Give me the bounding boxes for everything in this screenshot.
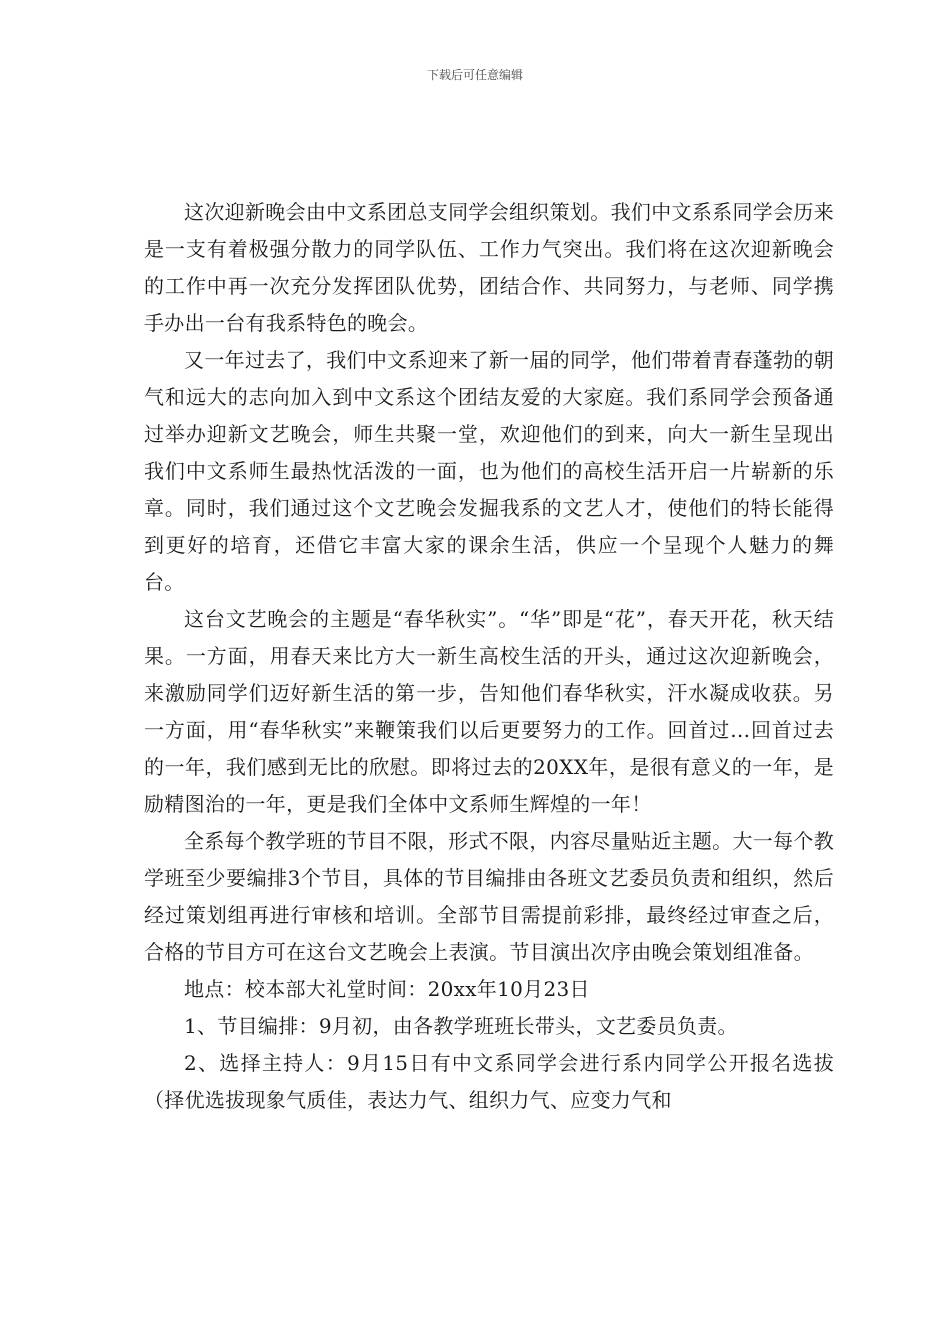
paragraph-step-1: 1、节目编排：9月初，由各教学班班长带头，文艺委员负责。 (184, 1014, 738, 1038)
page-header: 下载后可任意编辑 (426, 68, 523, 82)
paragraph-location-time: 地点：校本部大礼堂时间：20xx年10月23日 (184, 977, 590, 1001)
paragraph-step-2: 2、选择主持人：9月15日有中文系同学会进行系内同学公开报名选拔（择优选拔现象气质佳，表达力气、组织力气、应变力气和 (144, 1051, 834, 1112)
paragraph-program-rules: 全系每个教学班的节目不限，形式不限，内容尽量贴近主题。大一每个教学班至少要编排3个节目，具体的节目编排由各班文艺委员负责和组织，然后经过策划组再进行审核和培训。全部节目需提前彩排，最终经过审查之后，合格的节目方可在这台文艺晚会上表演。节目演出次序由晚会策划组准备。 (144, 829, 834, 964)
paragraph-background: 又一年过去了，我们中文系迎来了新一届的同学，他们带着青春蓬勃的朝气和远大的志向加入到中文系这个团结友爱的大家庭。我们系同学会预备通过举办迎新文艺晚会，师生共聚一堂，欢迎他们的到来，向大一新生呈现出我们中文系师生最热忱活泼的一面，也为他们的高校生活开启一片崭新的乐章。同时，我们通过这个文艺晚会发掘我系的文艺人才，使他们的特长能得到更好的培育，还借它丰富大家的课余生活，供应一个呈现个人魅力的舞台。 (144, 348, 834, 594)
document-body (144, 194, 834, 1119)
paragraph-intro: 这次迎新晚会由中文系团总支同学会组织策划。我们中文系系同学会历来是一支有着极强分散力的同学队伍、工作力气突出。我们将在这次迎新晚会的工作中再一次充分发挥团队优势，团结合作、共同努力，与老师、同学携手办出一台有我系特色的晚会。 (144, 200, 834, 335)
paragraph-theme: 这台文艺晚会的主题是“春华秋实”。“华”即是“花”，春天开花，秋天结果。一方面，用春天来比方大一新生高校生活的开头，通过这次迎新晚会，来激励同学们迈好新生活的第一步，告知他们春华秋实，汗水凝成收获。另一方面，用“春华秋实”来鞭策我们以后更要努力的工作。回首过…回首过去的一年，我们感到无比的欣慰。即将过去的20XX年，是很有意义的一年，是励精图治的一年，更是我们全体中文系师生辉煌的一年！ (144, 607, 834, 816)
